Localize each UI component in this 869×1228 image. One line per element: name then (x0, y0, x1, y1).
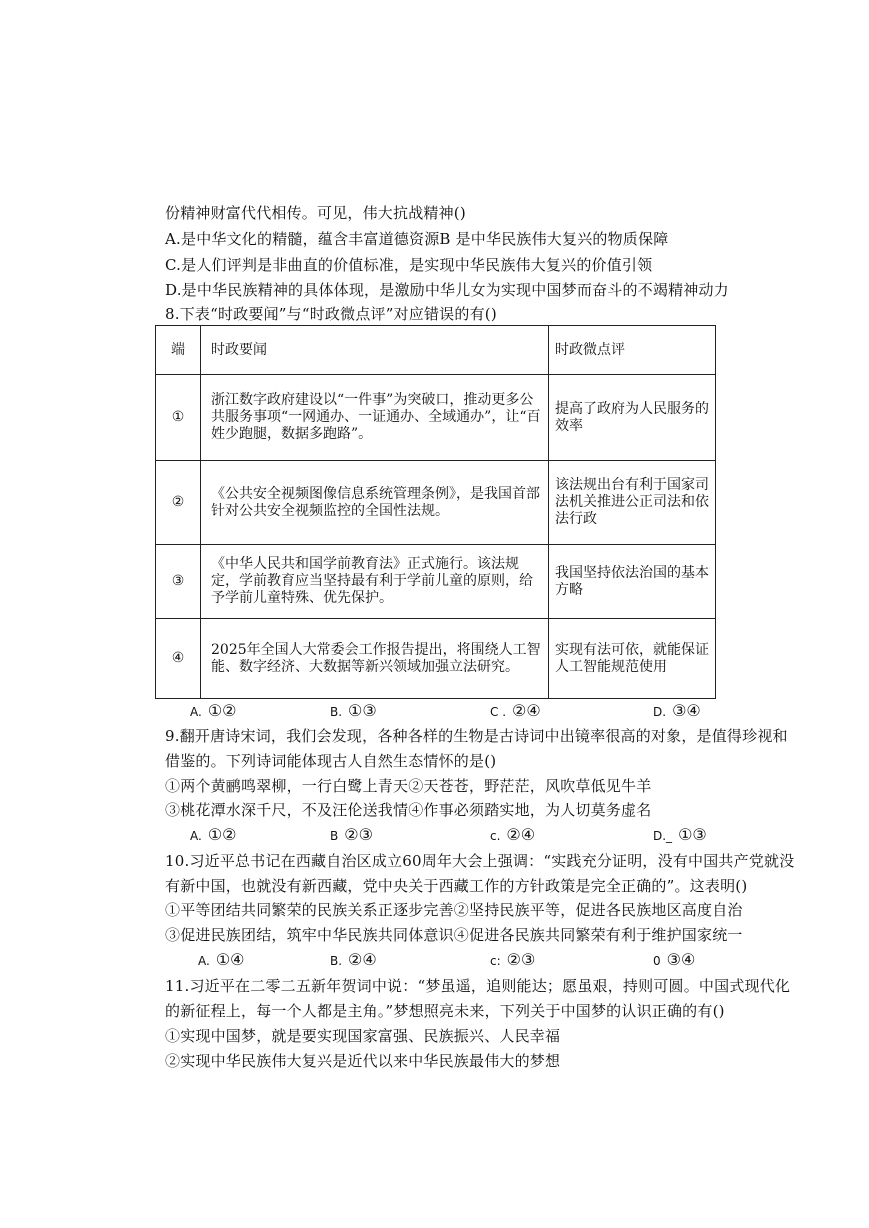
choice-key: A. (198, 954, 210, 968)
table-row (156, 461, 716, 545)
header-comment: 时政微点评 (549, 326, 716, 375)
q10-stem-line1: 10.习近平总书记在西藏自治区成立60周年大会上强调：“实践充分证明，没有中国共产党就没 (165, 852, 795, 870)
row-news: 浙江数字政府建设以“一件事”为突破口，推动更多公共服务事项“一网通办、一证通办、全域通办”，让“百姓少跑腿，数据多跑路”。 (201, 375, 549, 461)
q9-choice-b (330, 826, 373, 845)
choice-key: D._ (653, 829, 673, 843)
q9-stem-line1: 9.翻开唐诗宋词，我们会发现，各种各样的生物是古诗词中出镜率很高的对象，是值得珍视和 (165, 727, 788, 745)
row-news: 《公共安全视频图像信息系统管理条例》，是我国首部针对公共安全视频监控的全国性法规。 (201, 461, 549, 545)
q7-stem-tail: 份精神财富代代相传。可见，伟大抗战精神() (165, 204, 466, 222)
choice-key: c. (490, 829, 501, 843)
choice-key: c: (490, 954, 501, 968)
table-header-row (156, 326, 716, 375)
header-news: 时政要闻 (201, 326, 549, 375)
choice-value: ②③ (344, 825, 373, 844)
row-number: ① (156, 375, 201, 461)
choice-value: ③④ (672, 701, 701, 720)
choice-value: ②④ (506, 825, 536, 844)
q9-items-line1: ①两个黄鹂鸣翠柳，一行白鹭上青天②天苍苍，野茫茫，风吹草低见牛羊 (165, 777, 652, 795)
table-row (156, 375, 716, 461)
q11-item-1: ①实现中国梦，就是要实现国家富强、民族振兴、人民幸福 (165, 1027, 561, 1045)
choice-value: ②③ (506, 950, 536, 969)
news-table (155, 325, 716, 699)
choice-value: ①③ (678, 825, 707, 844)
q9-choice-c (490, 826, 535, 845)
row-comment: 该法规出台有利于国家司法机关推进公正司法和依法行政 (549, 461, 716, 545)
header-number: 端 (156, 326, 201, 375)
q8-choice-d (653, 702, 701, 721)
q9-choice-a (190, 826, 237, 845)
choice-key: B (330, 829, 339, 843)
choice-key: B. (330, 954, 343, 968)
q11-stem-line1: 11.习近平在二零二五新年贺词中说：“梦虽遥，追则能达；愿虽艰，持则可圆。中国式现代化 (165, 977, 791, 995)
q7-option-c: C.是人们评判是非曲直的价值标准，是实现中华民族伟大复兴的价值引领 (165, 256, 653, 274)
q9-items-line2: ③桃花潭水深千尺，不及汪伦送我情④作事必须踏实地，为人切莫务虚名 (165, 801, 652, 819)
q10-items-line2: ③促进民族团结，筑牢中华民族共同体意识④促进各民族共同繁荣有利于维护国家统一 (165, 926, 743, 944)
choice-value: ①② (207, 825, 237, 844)
choice-key: A. (190, 705, 202, 719)
choice-value: ②④ (512, 701, 541, 720)
row-comment: 我国坚持依法治国的基本方略 (549, 545, 716, 619)
q8-choice-c (490, 702, 541, 721)
row-number: ② (156, 461, 201, 545)
row-news: 2025年全国人大常委会工作报告提出，将围绕人工智能、数字经济、大数据等新兴领域加强立法研究。 (201, 619, 549, 699)
choice-key: B. (330, 705, 343, 719)
choice-value: ①② (207, 701, 237, 720)
choice-value: ③④ (666, 950, 696, 969)
q10-choice-b (330, 951, 377, 970)
q10-choice-c (490, 951, 535, 970)
q8-choice-b (330, 702, 377, 721)
q11-item-2: ②实现中华民族伟大复兴是近代以来中华民族最伟大的梦想 (165, 1052, 561, 1070)
table-row (156, 619, 716, 699)
q10-choice-a (198, 951, 245, 970)
q8-stem: 8.下表“时政要闻”与“时政微点评”对应错误的有() (165, 305, 497, 323)
q9-choice-d (653, 826, 707, 845)
q9-stem-line2: 借鉴的。下列诗词能体现古人自然生态情怀的是() (165, 752, 497, 770)
table-row (156, 545, 716, 619)
choice-key: D. (653, 705, 667, 719)
q10-stem-line2: 有新中国，也就没有新西藏，党中央关于西藏工作的方针政策是完全正确的”。这表明() (165, 877, 748, 895)
choice-value: ②④ (348, 950, 377, 969)
q10-items-line1: ①平等团结共同繁荣的民族关系正逐步完善②坚持民族平等，促进各民族地区高度自治 (165, 901, 743, 919)
q10-choice-d (653, 951, 695, 970)
choice-value: ①④ (215, 950, 245, 969)
row-number: ④ (156, 619, 201, 699)
row-comment: 提高了政府为人民服务的效率 (549, 375, 716, 461)
choice-value: ①③ (348, 701, 377, 720)
row-news: 《中华人民共和国学前教育法》正式施行。该法规定，学前教育应当坚持最有利于学前儿童的原则，给予学前儿童特殊、优先保护。 (201, 545, 549, 619)
row-comment: 实现有法可依，就能保证人工智能规范使用 (549, 619, 716, 699)
choice-key: C . (490, 705, 507, 719)
choice-key: A. (190, 829, 202, 843)
q8-choice-a (190, 702, 237, 721)
q7-option-d: D.是中华民族精神的具体体现，是激励中华儿女为实现中国梦而奋斗的不竭精神动力 (165, 281, 729, 299)
q7-option-a-b: A.是中华文化的精髓，蕴含丰富道德资源B 是中华民族伟大复兴的物质保障 (165, 230, 669, 248)
q11-stem-line2: 的新征程上，每一个人都是主角。”梦想照亮未来，下列关于中国梦的认识正确的有() (165, 1002, 725, 1020)
row-number: ③ (156, 545, 201, 619)
choice-key: 0 (653, 954, 661, 968)
